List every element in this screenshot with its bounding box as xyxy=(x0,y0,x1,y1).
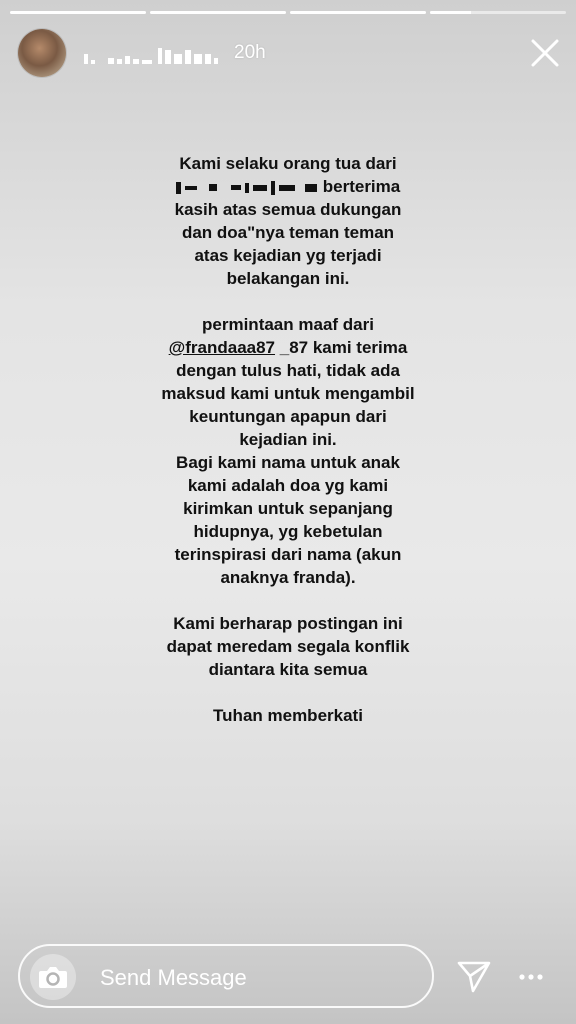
text-line: kejadian ini. xyxy=(239,430,337,449)
camera-button[interactable] xyxy=(30,954,76,1000)
text-line: Tuhan memberkati xyxy=(213,706,363,725)
username[interactable] xyxy=(84,42,266,64)
send-message-field[interactable] xyxy=(18,944,434,1008)
segment-fill xyxy=(290,11,426,14)
text-line: permintaan maaf dari xyxy=(202,315,374,334)
text-line: atas kejadian yg terjadi xyxy=(194,246,382,265)
text-line xyxy=(0,336,576,359)
text-line xyxy=(0,175,576,198)
story-segment xyxy=(150,11,286,14)
text-line: Kami selaku orang tua dari xyxy=(179,154,397,173)
text-fragment: berterima xyxy=(322,177,401,196)
mention-link[interactable]: @frandaaa87 xyxy=(168,338,276,357)
text-line: dan doa"nya teman teman xyxy=(181,223,395,242)
story-segment xyxy=(290,11,426,14)
text-line: terinspirasi dari nama (akun xyxy=(174,545,402,564)
text-line: kirimkan untuk sepanjang xyxy=(183,499,393,518)
text-line: dengan tulus hati, tidak ada xyxy=(176,361,400,380)
text-line: hidupnya, yg kebetulan xyxy=(193,522,383,541)
send-icon[interactable] xyxy=(456,958,492,994)
avatar[interactable] xyxy=(18,29,66,77)
text-line: keuntungan apapun dari xyxy=(189,407,387,426)
text-line: maksud kami untuk mengambil xyxy=(161,384,415,403)
text-line: Bagi kami nama untuk anak xyxy=(176,453,400,472)
camera-icon xyxy=(38,964,68,990)
redacted-username xyxy=(84,42,218,64)
more-icon[interactable] xyxy=(518,964,544,990)
story-segment xyxy=(430,11,566,14)
text-line: kami adalah doa yg kami xyxy=(187,476,389,495)
segment-fill xyxy=(10,11,146,14)
story-header xyxy=(18,28,562,78)
text-line: dapat meredam segala konflik xyxy=(166,637,410,656)
story-segment xyxy=(10,11,146,14)
reply-bar xyxy=(18,944,564,1010)
text-line: anaknya franda). xyxy=(220,568,356,587)
redacted-name xyxy=(176,181,317,195)
story-timestamp: 20h xyxy=(234,42,266,63)
text-line: belakangan ini. xyxy=(226,269,350,288)
segment-fill xyxy=(150,11,286,14)
text-line: diantara kita semua xyxy=(208,660,368,679)
story-text xyxy=(0,152,576,727)
segment-fill xyxy=(430,11,471,14)
text-line: kasih atas semua dukungan xyxy=(174,200,402,219)
send-message-placeholder: Send Message xyxy=(100,965,247,990)
close-icon[interactable] xyxy=(528,36,562,70)
text-line: Kami berharap postingan ini xyxy=(173,614,403,633)
text-fragment: _87 kami terima xyxy=(279,338,408,357)
story-progress-bar xyxy=(10,11,566,14)
